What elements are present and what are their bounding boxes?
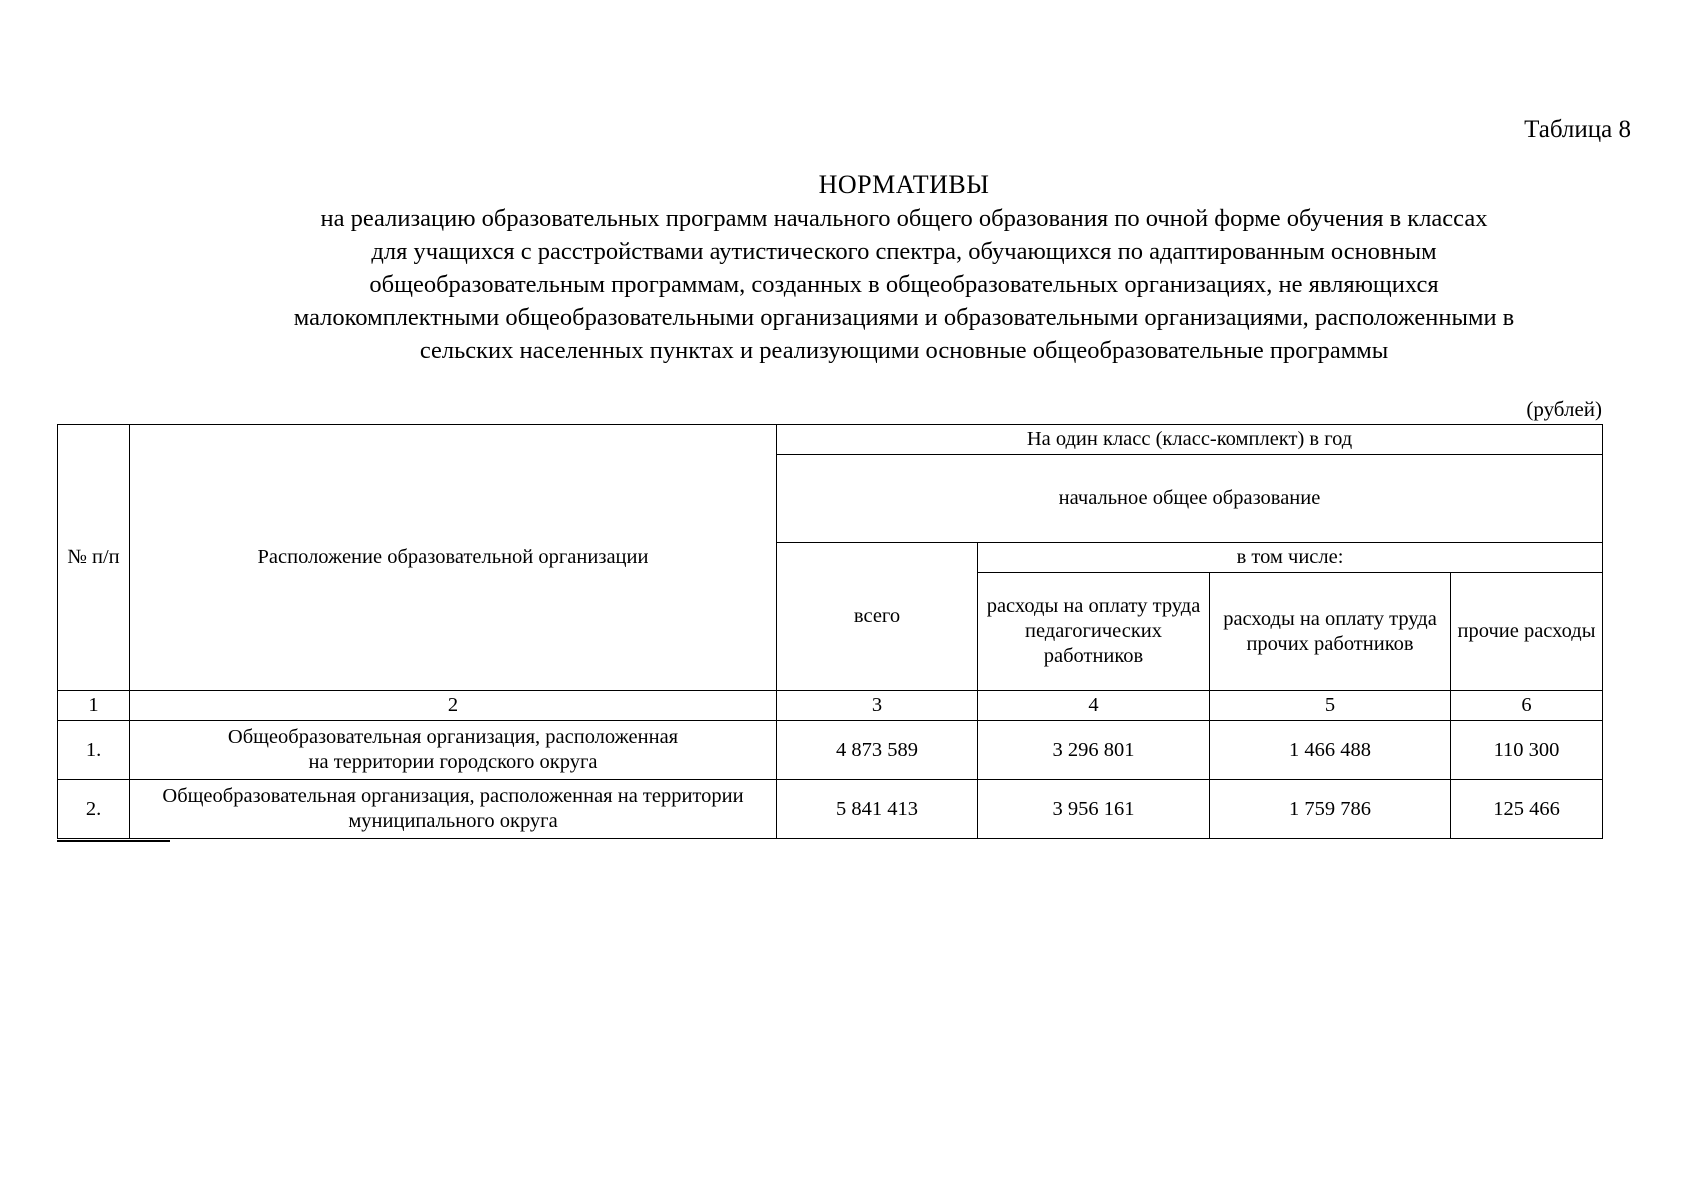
header-per-class: На один класс (класс-комплект) в год <box>777 425 1603 455</box>
row-number: 1. <box>58 721 130 780</box>
row-other-expenses: 125 466 <box>1451 780 1603 839</box>
row-total: 5 841 413 <box>777 780 978 839</box>
header-total: всего <box>777 543 978 691</box>
row-number: 2. <box>58 780 130 839</box>
row-ped-staff: 3 956 161 <box>978 780 1210 839</box>
row-other-staff: 1 466 488 <box>1210 721 1451 780</box>
table-row <box>58 780 1603 839</box>
row-other-expenses: 110 300 <box>1451 721 1603 780</box>
row-ped-staff: 3 296 801 <box>978 721 1210 780</box>
header-number: № п/п <box>58 425 130 691</box>
row-location <box>130 721 777 780</box>
subtitle-line: сельских населенных пунктах и реализующими основные общеобразовательные программы <box>419 337 1389 364</box>
table-number: Таблица 8 <box>1524 116 1631 143</box>
units-label: (рублей) <box>1526 397 1602 421</box>
subtitle-line: на реализацию образовательных программ начального общего образования по очной форме обучения в классах <box>320 205 1488 232</box>
table-row <box>58 721 1603 780</box>
row-location-line: муниципального округа <box>348 810 558 832</box>
header-other-expenses: прочие расходы <box>1451 573 1603 691</box>
column-number-row <box>58 691 1603 721</box>
header-including: в том числе: <box>978 543 1603 573</box>
row-location <box>130 780 777 839</box>
footnote-divider <box>57 840 170 842</box>
document-title: НОРМАТИВЫ <box>818 170 990 199</box>
column-number: 2 <box>130 691 777 721</box>
row-other-staff: 1 759 786 <box>1210 780 1451 839</box>
row-location-line: Общеобразовательная организация, расположенная на территории <box>162 785 744 807</box>
subtitle-line: общеобразовательным программам, созданных в общеобразовательных организациях, не являющихся <box>369 271 1439 298</box>
row-total: 4 873 589 <box>777 721 978 780</box>
column-number: 3 <box>777 691 978 721</box>
header-education-level: начальное общее образование <box>777 455 1603 543</box>
column-number: 6 <box>1451 691 1603 721</box>
column-number: 5 <box>1210 691 1451 721</box>
column-number: 1 <box>58 691 130 721</box>
row-location-line: Общеобразовательная организация, расположенная <box>227 726 679 748</box>
subtitle-line: малокомплектными общеобразовательными организациями и образовательными организациями, расположенными в <box>293 304 1515 331</box>
row-location-line: на территории городского округа <box>308 751 598 773</box>
header-ped-staff: расходы на оплату труда педагогических работников <box>978 573 1210 691</box>
header-location: Расположение образовательной организации <box>130 425 777 691</box>
header-other-staff: расходы на оплату труда прочих работников <box>1210 573 1451 691</box>
document-subtitle <box>170 202 1638 367</box>
norms-table <box>57 424 1603 839</box>
column-number: 4 <box>978 691 1210 721</box>
subtitle-line: для учащихся с расстройствами аутистического спектра, обучающихся по адаптированным основным <box>371 238 1437 265</box>
